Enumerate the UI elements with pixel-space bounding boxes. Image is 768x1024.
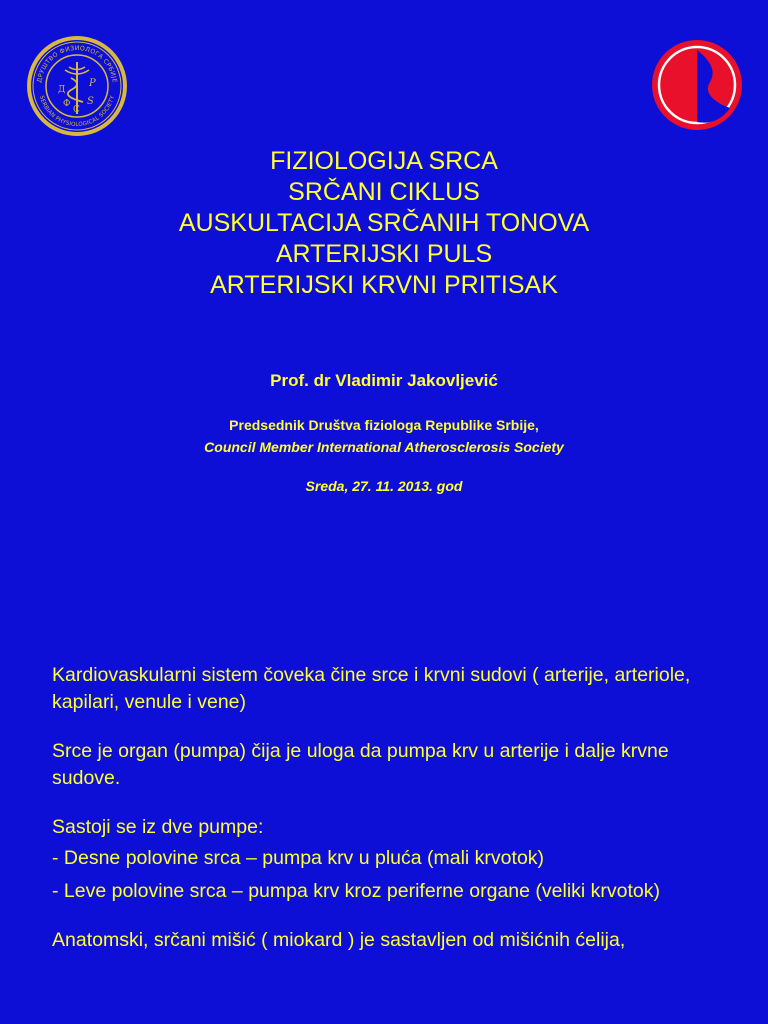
svg-text:ДРУШТВО ФИЗИОЛОГА СРБИЈЕ: ДРУШТВО ФИЗИОЛОГА СРБИЈЕ xyxy=(36,44,118,84)
bullet-right-heart: - Desne polovine srca – pumpa krv u pluća (mali krvotok) xyxy=(52,847,545,869)
bullet-left-heart: - Leve polovine srca – pumpa krv kroz periferne organe (veliki krvotok) xyxy=(52,880,661,902)
svg-text:Д: Д xyxy=(58,85,66,95)
affiliation-line-1: Predsednik Društva fiziologa Republike Srbije, xyxy=(229,417,539,433)
affiliation-line-2: Council Member International Atherosclerosis Society xyxy=(204,439,564,455)
svg-text:S: S xyxy=(87,96,94,107)
affiliation xyxy=(0,414,768,458)
content-slide xyxy=(52,662,742,976)
paragraph-anatomy: Anatomski, srčani mišić ( miokard ) je sastavljen od mišićnih ćelija, xyxy=(52,929,626,951)
svg-text:SERBIAN PHYSIOLOGICAL SOCIETY: SERBIAN PHYSIOLOGICAL SOCIETY xyxy=(37,95,117,129)
red-circle-logo xyxy=(650,38,744,132)
presentation-date: Sreda, 27. 11. 2013. god xyxy=(305,478,463,494)
svg-text:С: С xyxy=(73,105,80,115)
paragraph-cardiovascular: Kardiovaskularni sistem čoveka čine srce i krvni sudovi ( arterije, arteriole, kapilari, venule i vene) xyxy=(52,664,691,713)
title-line: FIZIOLOGIJA SRCA xyxy=(270,147,498,175)
title-line: SRČANI CIKLUS xyxy=(288,178,480,206)
paragraph-two-pumps: Sastoji se iz dve pumpe: xyxy=(52,816,264,838)
title-block xyxy=(0,146,768,301)
author-name: Prof. dr Vladimir Jakovljević xyxy=(270,371,498,390)
title-line: ARTERIJSKI PULS xyxy=(275,240,493,268)
svg-text:P: P xyxy=(89,78,96,89)
svg-text:Ф: Ф xyxy=(63,99,71,109)
society-seal-logo xyxy=(25,34,129,138)
title-line: AUSKULTACIJA SRČANIH TONOVA xyxy=(178,209,590,237)
title-line: ARTERIJSKI KRVNI PRITISAK xyxy=(210,271,558,299)
paragraph-heart-pump: Srce je organ (pumpa) čija je uloga da pumpa krv u arterije i dalje krvne sudove. xyxy=(52,740,669,789)
